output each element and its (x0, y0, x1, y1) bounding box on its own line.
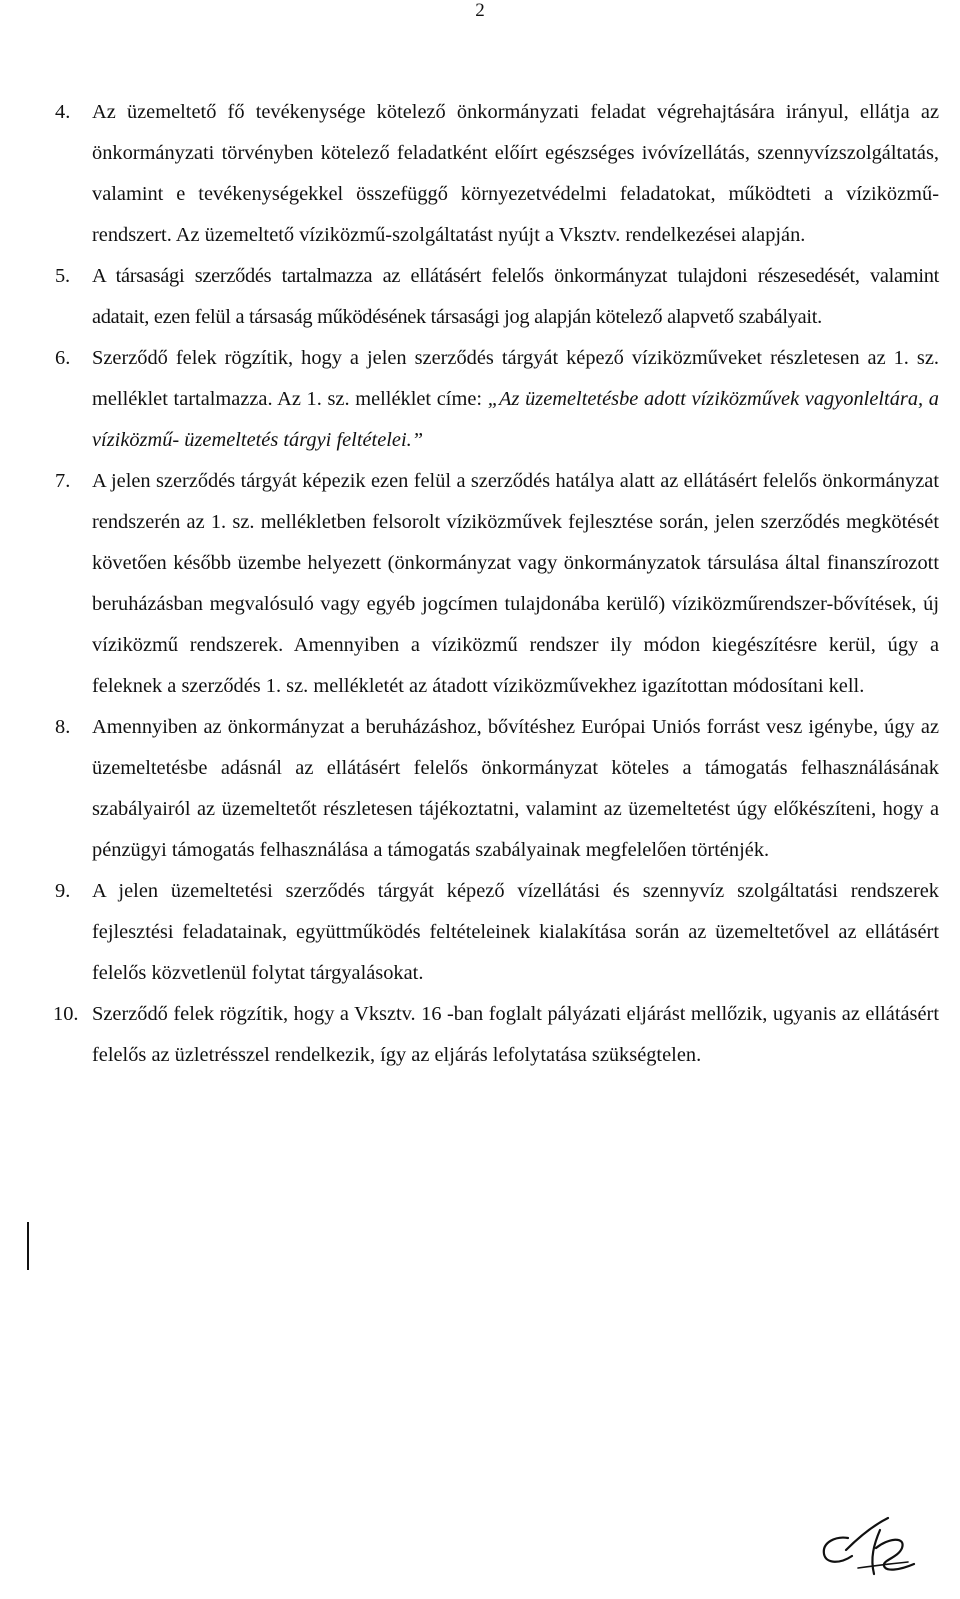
item-number: 6. (55, 347, 71, 369)
item-number: 4. (55, 101, 71, 123)
item-number: 9. (55, 880, 71, 902)
signature-icon (818, 1508, 918, 1583)
item-text: A társasági szerződés tartalmazza az ellátásért felelős önkormányzat tulajdoni részesedését, valamint adatait, ezen felül a társaság működésének társasági jog alapján kötelező alapvető szabályait. (92, 265, 939, 328)
item-text: A jelen szerződés tárgyát képezik ezen felül a szerződés hatálya alatt az ellátásért felelős önkormányzat rendszerén az 1. sz. mellékletben felsorolt víziközművek fejlesztése során, jelen szerződés megkötését követően később üzembe helyezett (önkormányzat vagy önkormányzatok társulása által finanszírozott beruházásban megvalósuló vagy egyéb jogcímen tulajdonába kerülő) víziközműrendszer-bővítések, új víziközmű rendszerek. Amennyiben a víziközmű rendszer ily módon kiegészítésre kerül, úgy a feleknek a szerződés 1. sz. mellékletét az átadott víziközművekhez igazítottan módosítani kell. (92, 470, 939, 697)
item-number: 7. (55, 470, 71, 492)
list-item (55, 92, 939, 256)
list-item (55, 461, 939, 707)
list-item (55, 338, 939, 461)
item-number: 10. (53, 1003, 79, 1025)
item-text: Amennyiben az önkormányzat a beruházáshoz, bővítéshez Európai Uniós forrást vesz igénybe, úgy az üzemeltetésbe adásnál az ellátásért felelős önkormányzat köteles a támogatás felhasználásának szabályairól az üzemeltetőt részletesen tájékoztatni, valamint az üzemeltetést úgy előkészíteni, hogy a pénzügyi támogatás felhasználása a támogatás szabályainak megfelelően történjék. (92, 716, 939, 861)
item-text: Szerződő felek rögzítik, hogy a Vksztv. 16 -ban foglalt pályázati eljárást mellőzik, ugyanis az ellátásért felelős az üzletrésszel rendelkezik, így az eljárás lefolytatása szükségtelen. (92, 1003, 939, 1066)
item-text: Szerződő felek rögzítik, hogy a jelen szerződés tárgyát képező víziközműveket részletesen az 1. sz. melléklet tartalmazza. Az 1. sz. melléklet címe: (92, 347, 939, 410)
page-number: 2 (475, 0, 485, 21)
item-number: 8. (55, 716, 71, 738)
list-item (55, 256, 939, 338)
revision-bar (27, 1222, 29, 1270)
annex-title: „Az üzemeltetésbe adott víziközművek vagyonleltára, a víziközmű- üzemeltetés tárgyi feltételei.” (92, 388, 939, 451)
item-text: Az üzemeltető fő tevékenysége kötelező önkormányzati feladat végrehajtására irányul, ellátja az önkormányzati törvényben kötelező feladatként előírt egészséges ivóvízellátás, szennyvízszolgáltatás, valamint e tevékenységekkel összefüggő környezetvédelmi feladatokat, működteti a víziközmű-rendszert. Az üzemeltető víziközmű-szolgáltatást nyújt a Vksztv. rendelkezései alapján. (92, 101, 939, 246)
document-body (55, 92, 939, 1076)
list-item (55, 994, 939, 1076)
item-number: 5. (55, 265, 70, 287)
list-item (55, 871, 939, 994)
item-text: A jelen üzemeltetési szerződés tárgyát képező vízellátási és szennyvíz szolgáltatási rendszerek fejlesztési feladatainak, együttműködés feltételeinek kialakítása során az üzemeltetővel az ellátásért felelős közvetlenül folytat tárgyalásokat. (92, 880, 939, 984)
list-item (55, 707, 939, 871)
